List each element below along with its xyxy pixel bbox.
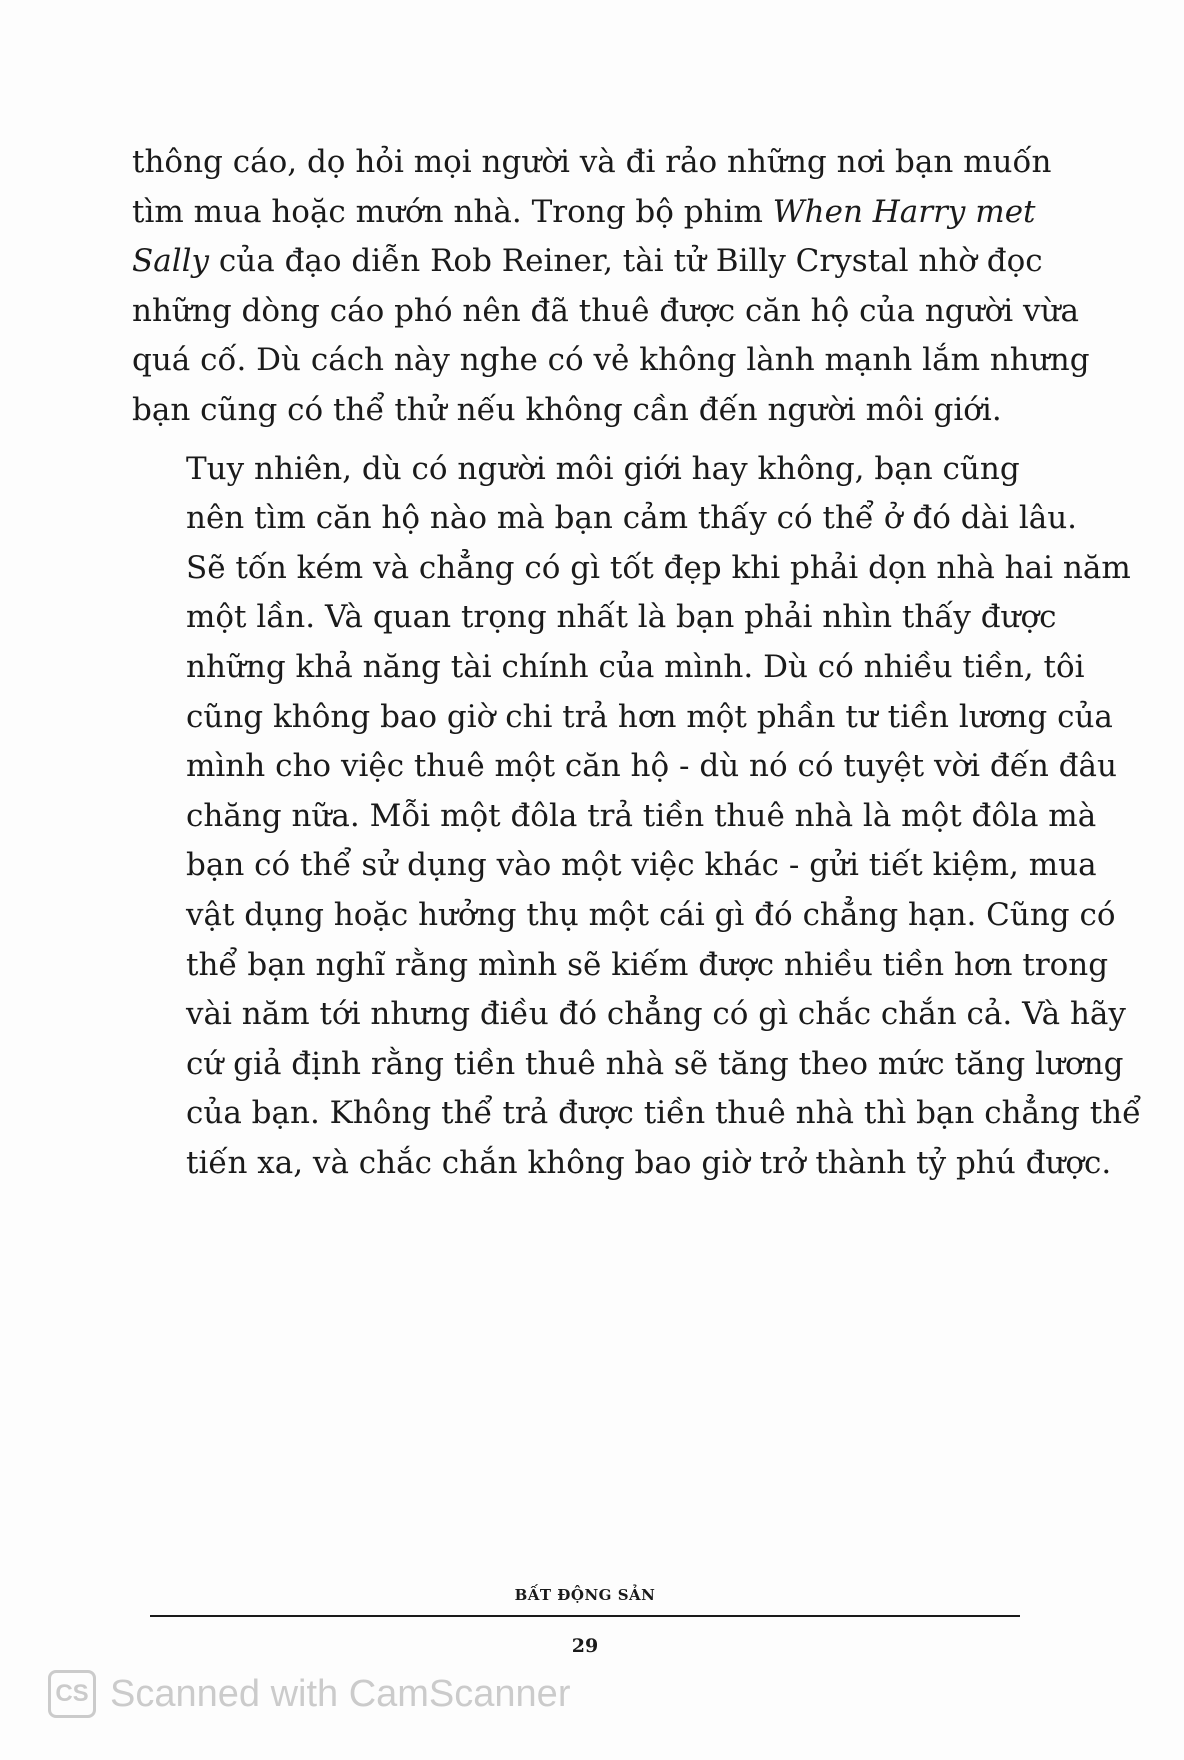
page-number: 29 <box>571 1635 599 1657</box>
text-line: bạn cũng có thể thử nếu không cần đến người môi giới. <box>132 391 1002 428</box>
running-footer-title: BẤT ĐỘNG SẢN <box>514 1586 656 1604</box>
camscanner-watermark <box>48 1666 570 1722</box>
line-segment: của đạo diễn Rob Reiner, tài tử Billy Crystal nhờ đọc <box>209 243 1043 280</box>
text-line: thông cáo, dọ hỏi mọi người và đi rảo những nơi bạn muốn <box>132 144 1052 180</box>
text-line: nên tìm căn hộ nào mà bạn cảm thấy có thể ở đó dài lâu. <box>186 500 1078 537</box>
text-line: của bạn. Không thể trả được tiền thuê nhà thì bạn chẳng thể <box>186 1095 1142 1132</box>
text-line: những khả năng tài chính của mình. Dù có nhiều tiền, tôi <box>186 648 1085 685</box>
text-line: cũng không bao giờ chi trả hơn một phần tư tiền lương của <box>186 698 1113 735</box>
paragraph-1 <box>132 138 1090 436</box>
text-line: những dòng cáo phó nên đã thuê được căn hộ của người vừa <box>132 292 1079 329</box>
text-line: Sẽ tốn kém và chẳng có gì tốt đẹp khi phải dọn nhà hai năm <box>186 549 1131 586</box>
camscanner-logo-icon: CS <box>48 1670 96 1718</box>
text-line: mình cho việc thuê một căn hộ - dù nó có tuyệt vời đến đâu <box>186 748 1117 785</box>
text-line: vài năm tới nhưng điều đó chẳng có gì chắc chắn cả. Và hãy <box>186 996 1126 1033</box>
text-line: tiến xa, và chắc chắn không bao giờ trở thành tỷ phú được. <box>186 1144 1112 1181</box>
text-line: bạn có thể sử dụng vào một việc khác - gửi tiết kiệm, mua <box>186 847 1097 884</box>
film-title-italic: Sally <box>132 243 210 280</box>
text-line: cứ giả định rằng tiền thuê nhà sẽ tăng theo mức tăng lương <box>186 1045 1124 1082</box>
body-text <box>132 138 1142 1188</box>
text-line <box>132 188 1036 238</box>
text-line: quá cố. Dù cách này nghe có vẻ không lành mạnh lắm nhưng <box>132 342 1090 379</box>
text-line: một lần. Và quan trọng nhất là bạn phải nhìn thấy được <box>186 599 1057 636</box>
watermark-text: Scanned with CamScanner <box>110 1672 571 1715</box>
text-line <box>132 237 1043 287</box>
text-line: Tuy nhiên, dù có người môi giới hay không, bạn cũng <box>186 450 1020 487</box>
text-line: thể bạn nghĩ rằng mình sẽ kiếm được nhiều tiền hơn trong <box>186 946 1109 983</box>
line-segment: tìm mua hoặc mướn nhà. Trong bộ phim <box>132 193 773 230</box>
footer-divider <box>150 1615 1020 1617</box>
text-line: vật dụng hoặc hưởng thụ một cái gì đó chẳng hạn. Cũng có <box>186 896 1116 933</box>
text-line: chăng nữa. Mỗi một đôla trả tiền thuê nhà là một đôla mà <box>186 797 1097 834</box>
paragraph-2 <box>132 445 1142 1189</box>
film-title-italic: When Harry met <box>772 193 1036 230</box>
